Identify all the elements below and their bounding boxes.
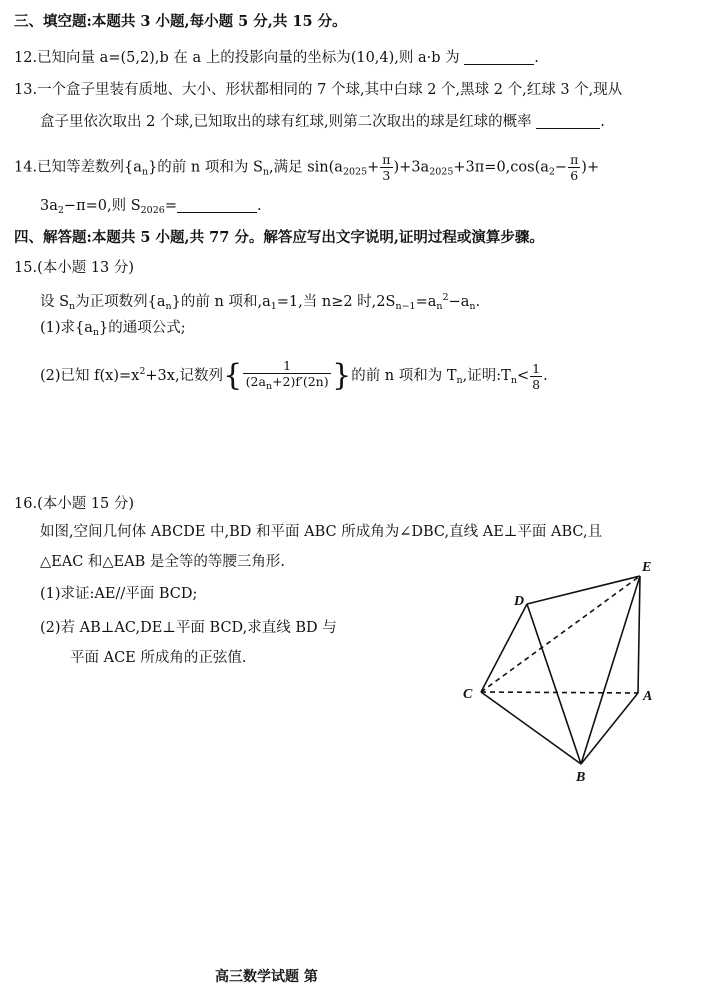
subscript: n [469,301,476,312]
subscript: n [69,301,76,312]
denominator: 6 [570,168,579,183]
subscript: 1 [270,301,277,312]
subscript: n [92,327,100,338]
q14-text: 3a [40,198,58,214]
q14-text: = [164,198,177,214]
subscript: n−1 [395,301,416,312]
label-A: A [643,689,653,704]
q15-part2-text: < [516,368,530,384]
question-number: 13. [14,82,38,98]
points-label: (本小题 15 分) [37,496,135,512]
label-C: C [463,687,473,702]
q15-text: =1,当 n≥2 时,2S [276,294,396,310]
points-label: (本小题 13 分) [37,260,135,276]
q14-text: 已知等差数列{a [37,159,142,176]
q14-text: + [367,159,380,176]
q15-part2-text: +3x,记数列 [145,368,224,384]
subscript: n [165,301,172,312]
denominator: 3 [382,168,391,183]
question-16-part-1: (1)求证:AE//平面 BCD; [40,586,198,602]
edge-CE-hidden [481,576,640,692]
subscript: 2025 [342,166,368,178]
edge-CA-hidden [481,692,638,693]
q15-part2-text: (2)已知 f(x)=x [40,368,140,384]
q15-part1-text: }的通项公式; [99,320,186,336]
subscript: n [262,166,270,178]
section-3-heading: 三、填空题:本题共 3 小题,每小题 5 分,共 15 分。 [14,13,347,30]
edge-DB [527,604,581,764]
q15-text: =a [415,294,437,310]
q15-part2-text: ,证明:T [462,368,511,384]
den-part: (2a [245,374,266,389]
q14-text: −π=0,则 S [63,198,141,214]
q14-text: }的前 n 项和为 S [148,159,263,176]
edge-DE [527,576,640,604]
question-12-text: 已知向量 a=(5,2),b 在 a 上的投影向量的坐标为(10,4),则 a·b 为 [37,50,460,66]
den-part: +2)f′(2n) [272,374,329,389]
label-E: E [642,560,652,575]
numerator: 1 [243,358,331,374]
question-number: 15. [14,260,38,276]
question-number: 16. [14,496,38,512]
section-4-heading: 四、解答题:本题共 5 小题,共 77 分。解答应写出文字说明,证明过程或演算步骤。 [14,229,544,246]
subscript: 2 [57,205,64,216]
right-brace: } [332,358,352,393]
numerator: π [570,152,579,167]
subscript: n [510,375,517,386]
question-13-text: 一个盒子里装有质地、大小、形状都相同的 7 个球,其中白球 2 个,黑球 2 个,红球 3 个,现从 [37,82,623,98]
label-D: D [514,594,525,609]
question-16-stem-1: 如图,空间几何体 ABCDE 中,BD 和平面 ABC 所成角为∠DBC,直线 AE⊥平面 ABC,且 [40,524,603,540]
period: . [534,50,539,66]
q15-part2-text: 的前 n 项和为 T [351,368,457,384]
q15-text: −a [448,294,470,310]
subscript: n [265,381,273,392]
q14-text: ,满足 sin(a [269,159,343,176]
q15-part1-text: (1)求{a [40,320,93,336]
left-brace: { [223,358,243,393]
q14-text: )+ [581,159,600,176]
subscript: 2026 [140,205,165,216]
q15-text: 设 S [40,294,70,310]
question-13-text-2: 盒子里依次取出 2 个球,已知取出的球有红球,则第二次取出的球是红球的概率 [40,114,532,130]
period: . [600,114,605,130]
denominator: 8 [532,376,541,392]
page-footer: 高三数学试题 第 [215,969,318,985]
subscript: n [141,166,149,178]
subscript: n [456,375,463,386]
numerator: 1 [532,360,541,376]
q15-text: }的前 n 项和,a [171,294,271,310]
superscript: 2 [442,292,449,303]
edge-BA [581,693,638,764]
label-B: B [576,770,586,785]
question-number: 14. [14,159,38,176]
period: . [543,368,548,384]
q15-text: 为正项数列{a [75,294,166,310]
q14-text: − [554,159,568,176]
q14-text: )+3a [393,159,430,176]
edge-CD [481,604,527,692]
subscript: 2025 [429,166,454,178]
subscript: n [436,301,443,312]
question-number: 12. [14,50,38,66]
edge-CB [481,692,581,764]
numerator: π [382,152,391,167]
superscript: 2 [139,366,146,377]
period: . [256,198,262,214]
q14-text: +3π=0,cos(a [453,159,549,176]
edge-AE [638,576,640,693]
q15-text: . [475,294,481,310]
question-16-part-2-line-1: (2)若 AB⊥AC,DE⊥平面 BCD,求直线 BD 与 [40,620,337,636]
question-16-stem-2: △EAC 和△EAB 是全等的等腰三角形. [40,554,285,570]
question-16-part-2-line-2: 平面 ACE 所成角的正弦值. [70,650,247,666]
subscript: 2 [548,166,555,178]
edge-BE [581,576,640,764]
